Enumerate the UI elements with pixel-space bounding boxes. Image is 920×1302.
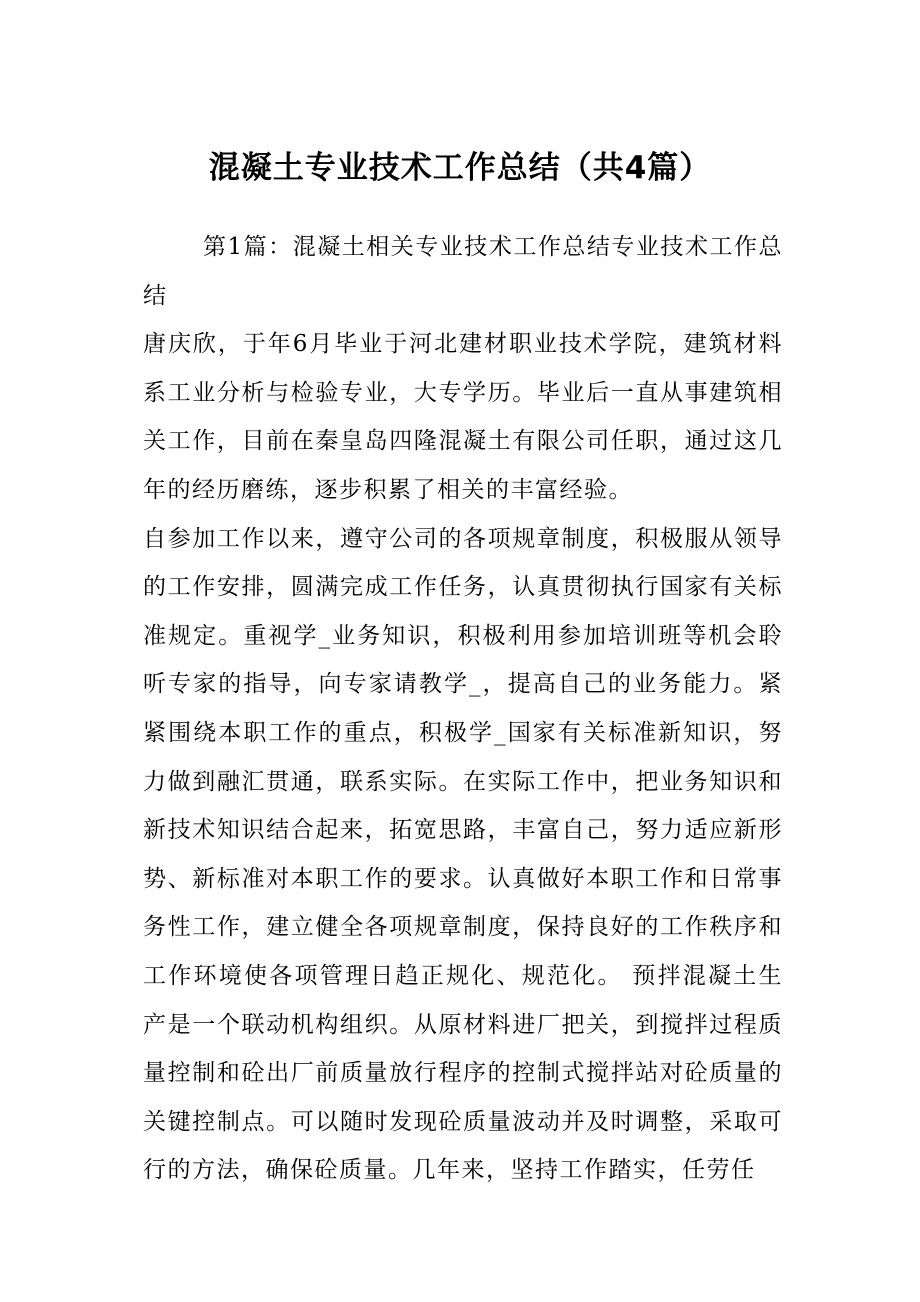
chapter-heading-paragraph: 第1篇：混凝土相关专业技术工作总结专业技术工作总结: [143, 234, 783, 309]
document-body: [143, 223, 783, 1195]
body-paragraph: 自参加工作以来，遵守公司的各项规章制度，积极服从领导的工作安排，圆满完成工作任务，认真贯彻执行国家有关标准规定。重视学_业务知识，积极利用参加培训班等机会聆听专家的指导，向专家请教学_，提高自己的业务能力。紧紧围绕本职工作的重点，积极学_国家有关标准新知识，努力做到融汇贯通，联系实际。在实际工作中，把业务知识和新技术知识结合起来，拓宽思路，丰富自己，努力适应新形势、新标准对本职工作的要求。认真做好本职工作和日常事务性工作，建立健全各项规章制度，保持良好的工作秩序和工作环境使各项管理日趋正规化、规范化。 预拌混凝土生产是一个联动机构组织。从原材料进厂把关，到搅拌过程质量控制和砼出厂前质量放行程序的控制式搅拌站对砼质量的关键控制点。可以随时发现砼质量波动并及时调整，采取可行的方法，确保砼质量。几年来，坚持工作踏实，任劳任: [143, 525, 783, 1184]
body-paragraph: 唐庆欣，于年6月毕业于河北建材职业技术学院，建筑材料系工业分析与检验专业，大专学历。毕业后一直从事建筑相关工作，目前在秦皇岛四隆混凝土有限公司任职，通过这几年的经历磨练，逐步积累了相关的丰富经验。: [143, 331, 783, 503]
document-title: 混凝土专业技术工作总结（共4篇）: [208, 150, 712, 186]
